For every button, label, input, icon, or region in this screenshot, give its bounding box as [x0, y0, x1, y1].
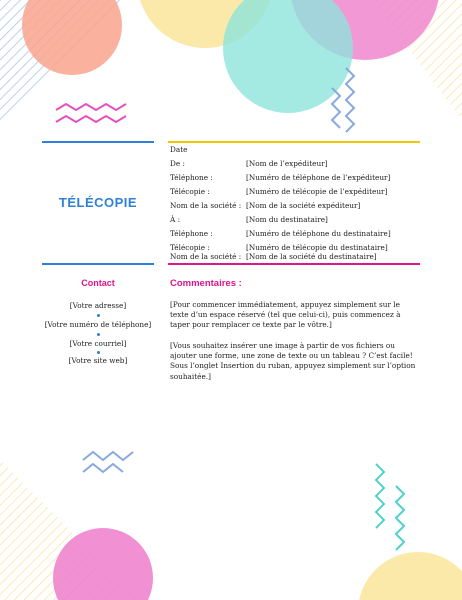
field-label-recipient-company: Nom de la société : [170, 252, 242, 261]
zigzag-cyan [376, 464, 384, 528]
field-label-recipient-fax: Télécopie : [170, 243, 210, 252]
contact-email[interactable]: [Votre courriel] [69, 339, 127, 348]
comment-paragraph[interactable]: [Vous souhaitez insérer une image à partir de vos fichiers ou ajouter une forme, une zone de texte ou un tableau ? C’est facile! Sous l’onglet Insertion du ruban, appuyez simplement sur l’option souhaitée.] [170, 341, 416, 381]
bullet-dot [97, 351, 100, 354]
comment-paragraph[interactable]: [Pour commencer immédiatement, appuyez simplement sur le texte d’un espace réservé (tel que celui-ci), puis commencez à taper pour remplacer ce texte par le vôtre.] [170, 300, 401, 330]
field-value-sender-fax[interactable]: [Numéro de télécopie de l’expéditeur] [246, 187, 388, 196]
field-label-sender-company: Nom de la société : [170, 201, 242, 210]
field-label-to: À : [170, 215, 181, 224]
field-value-to[interactable]: [Nom du destinataire] [246, 215, 328, 224]
contact-title: Contact [81, 278, 115, 288]
bullet-dot [97, 333, 100, 336]
zigzag-blue-vertical [346, 68, 354, 132]
zigzag-pink [56, 104, 126, 110]
field-value-from[interactable]: [Nom de l’expéditeur] [246, 159, 328, 168]
field-value-recipient-fax[interactable]: [Numéro de télécopie du destinataire] [246, 243, 388, 252]
field-label-from: De : [170, 159, 185, 168]
comments-title: Commentaires : [170, 278, 242, 289]
field-value-sender-phone[interactable]: [Numéro de téléphone de l’expéditeur] [246, 173, 391, 182]
page-title: TÉLÉCOPIE [58, 195, 138, 210]
contact-address[interactable]: [Votre adresse] [69, 301, 127, 310]
rule-left-top [42, 141, 154, 143]
circle-yellow-bottom [358, 552, 462, 600]
field-label-date: Date [170, 145, 188, 154]
contact-website[interactable]: [Votre site web] [68, 356, 128, 365]
contact-phone[interactable]: [Votre numéro de téléphone] [44, 320, 152, 329]
field-label-recipient-phone: Téléphone : [170, 229, 213, 238]
rule-right-bottom [168, 263, 420, 265]
field-value-recipient-company[interactable]: [Nom de la société du destinataire] [246, 252, 377, 261]
field-value-recipient-phone[interactable]: [Numéro de téléphone du destinataire] [246, 229, 391, 238]
field-value-sender-company[interactable]: [Nom de la société expéditeur] [246, 201, 361, 210]
circle-cyan [223, 0, 353, 113]
zigzag-blue-bottom [83, 452, 133, 460]
field-label-sender-phone: Téléphone : [170, 173, 213, 182]
rule-right-top [168, 141, 420, 143]
rule-left-bottom [42, 263, 154, 265]
field-label-sender-fax: Télécopie : [170, 187, 210, 196]
bullet-dot [97, 314, 100, 317]
